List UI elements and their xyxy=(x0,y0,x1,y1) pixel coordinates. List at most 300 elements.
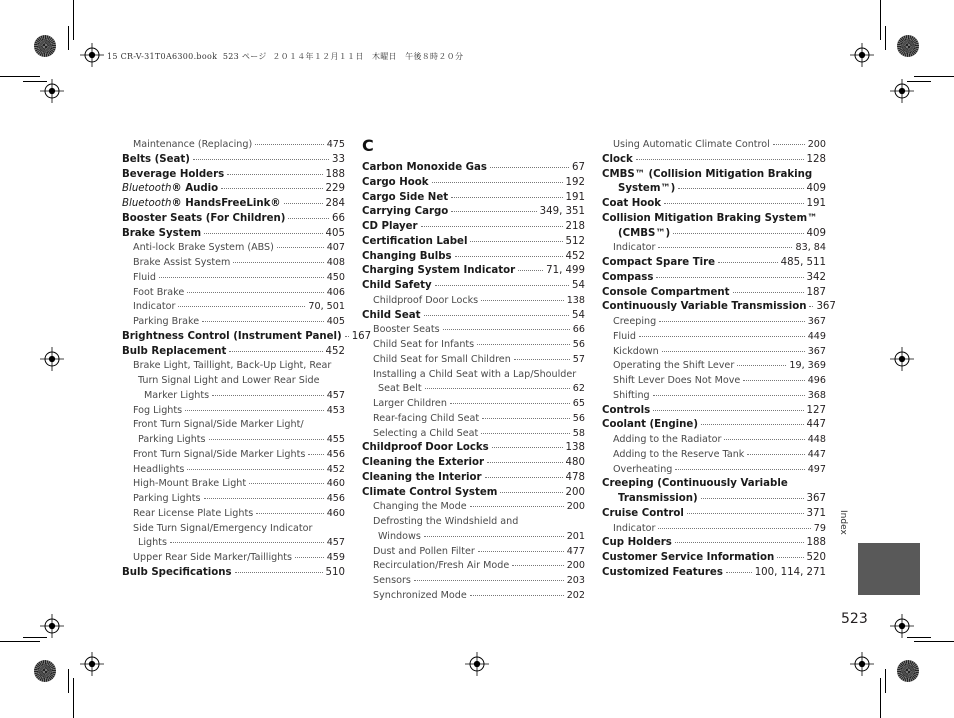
index-entry-label: Brake Light, Taillight, Back-Up Light, Rear xyxy=(133,360,332,372)
registration-mark-icon xyxy=(40,614,64,638)
index-entry-page-ref: 65 xyxy=(572,398,585,409)
index-entry xyxy=(362,264,585,279)
index-entry-label: Booster Seats xyxy=(373,324,440,336)
index-entry-page-ref: 371 xyxy=(806,507,826,519)
index-entry-label-italic: Bluetooth xyxy=(122,198,172,209)
index-entry xyxy=(122,566,345,581)
index-entry-label: Cruise Control xyxy=(602,507,684,519)
dot-leader xyxy=(187,291,323,293)
index-entry-page-ref: 405 xyxy=(325,227,345,239)
dot-leader xyxy=(435,284,569,286)
registration-mark-icon xyxy=(40,347,64,371)
index-entry-page-ref: 342 xyxy=(806,271,826,283)
index-subentry xyxy=(602,359,826,374)
dot-leader xyxy=(235,571,323,573)
dot-leader xyxy=(450,402,570,404)
registration-mark-icon xyxy=(40,79,64,103)
index-entry xyxy=(602,566,826,581)
index-entry xyxy=(362,176,585,191)
dot-leader xyxy=(724,438,804,440)
color-bar-circle-icon xyxy=(897,35,919,57)
dot-leader xyxy=(664,202,803,204)
index-entry-label: Shifting xyxy=(613,389,650,401)
crop-mark-line xyxy=(68,669,69,693)
index-entry-label: Adding to the Radiator xyxy=(613,434,722,445)
index-entry-page-ref: 367 xyxy=(806,493,826,504)
index-entry xyxy=(122,197,345,212)
index-entry-page-ref: 452 xyxy=(326,463,345,475)
index-subentry xyxy=(122,507,345,522)
dot-leader xyxy=(512,564,563,566)
dot-leader xyxy=(678,187,803,189)
index-entry-page-ref: 100, 114, 271 xyxy=(754,566,826,578)
index-entry-page-ref: 452 xyxy=(325,345,345,357)
index-entry-page-ref: 510 xyxy=(325,566,345,578)
index-entry-page-ref: 406 xyxy=(326,286,345,298)
crop-mark-line xyxy=(68,26,69,50)
index-entry-label: Synchronized Mode xyxy=(373,589,467,601)
index-entry-page-ref: 456 xyxy=(326,493,345,504)
index-subentry xyxy=(122,359,345,374)
dot-leader xyxy=(658,527,810,529)
dot-leader xyxy=(209,438,324,440)
index-entry-label: CMBS™ (Collision Mitigation Braking xyxy=(602,168,813,180)
index-entry xyxy=(602,153,826,168)
index-entry-label: Console Compartment xyxy=(602,286,730,298)
dot-leader xyxy=(718,261,778,263)
index-entry-label: Fluid xyxy=(613,330,637,342)
index-entry-label: Transmission) xyxy=(618,493,698,504)
index-entry-page-ref: 203 xyxy=(566,575,585,586)
index-entry-label: Brightness Control (Instrument Panel) xyxy=(122,330,342,342)
index-entry-page-ref: 475 xyxy=(326,139,345,150)
index-subentry xyxy=(602,330,826,345)
index-subentry xyxy=(602,492,826,507)
index-subentry xyxy=(602,241,826,256)
index-subentry xyxy=(602,463,826,478)
dot-leader xyxy=(687,512,804,514)
index-entry xyxy=(122,153,345,168)
index-entry-page-ref: 66 xyxy=(332,212,345,224)
index-entry-label: Marker Lights xyxy=(144,389,210,401)
index-thumb-label: Index xyxy=(838,510,848,535)
index-thumb-tab xyxy=(858,543,920,595)
index-entry-label: Belts (Seat) xyxy=(122,153,190,165)
index-entry-page-ref: 367 xyxy=(807,316,826,327)
dot-leader xyxy=(159,276,324,278)
dot-leader xyxy=(673,232,803,234)
index-entry-page-ref: 200 xyxy=(566,501,585,513)
index-entry-label: Adding to the Reserve Tank xyxy=(613,448,745,460)
index-entry-page-ref: 453 xyxy=(326,404,345,416)
dot-leader xyxy=(185,409,324,411)
index-entry-page-ref: 138 xyxy=(565,442,585,454)
index-entry-label: Creeping (Continuously Variable xyxy=(602,478,788,490)
dot-leader xyxy=(737,364,786,366)
index-entry-label: Customized Features xyxy=(602,566,723,578)
index-entry-label: Rear-facing Child Seat xyxy=(373,412,480,424)
index-entry-label: Side Turn Signal/Emergency Indicator xyxy=(133,522,313,534)
index-entry xyxy=(602,271,826,286)
index-entry-page-ref: 56 xyxy=(572,339,585,350)
index-entry-label: Operating the Shift Lever xyxy=(613,360,735,372)
dot-leader xyxy=(490,166,569,168)
index-subentry xyxy=(122,271,345,286)
index-entry-label: Compact Spare Tire xyxy=(602,257,716,268)
index-entry-page-ref: 138 xyxy=(566,294,585,306)
dot-leader xyxy=(255,143,323,145)
index-entry-page-ref: 19, 369 xyxy=(789,360,826,372)
page-number: 523 xyxy=(841,611,868,627)
index-subentry xyxy=(602,182,826,197)
dot-leader xyxy=(256,512,323,514)
index-subentry xyxy=(602,345,826,360)
index-entry-page-ref: 200 xyxy=(566,560,585,572)
index-entry-label: Indicator xyxy=(613,522,656,534)
index-entry-page-ref: 71, 499 xyxy=(546,265,585,277)
index-entry-page-ref: 191 xyxy=(806,198,826,209)
index-subentry xyxy=(362,515,585,530)
color-bar-circle-icon xyxy=(897,660,919,682)
index-subentry xyxy=(122,433,345,448)
index-entry xyxy=(362,471,585,486)
index-subentry xyxy=(602,433,826,448)
crop-mark-line xyxy=(23,637,47,638)
index-subentry xyxy=(122,536,345,551)
index-entry xyxy=(362,191,585,206)
dot-leader xyxy=(500,491,562,493)
dot-leader xyxy=(701,497,804,499)
index-entry-page-ref: 457 xyxy=(326,537,345,549)
index-entry xyxy=(602,300,836,315)
index-subentry xyxy=(122,256,345,271)
dot-leader xyxy=(478,550,564,552)
dot-leader xyxy=(345,335,349,337)
dot-leader xyxy=(432,181,563,183)
dot-leader xyxy=(743,379,804,381)
dot-leader xyxy=(421,225,563,227)
dot-leader xyxy=(514,358,570,360)
index-subentry xyxy=(122,492,345,507)
index-entry-page-ref: 409 xyxy=(806,227,826,239)
index-entry-page-ref: 56 xyxy=(572,412,585,424)
index-entry-label: Shift Lever Does Not Move xyxy=(613,375,741,386)
index-entry-page-ref: 460 xyxy=(326,478,345,490)
index-entry-label: Controls xyxy=(602,404,651,416)
index-entry-page-ref: 456 xyxy=(326,448,345,460)
index-entry xyxy=(362,250,585,265)
index-subentry xyxy=(122,477,345,492)
index-entry-label-italic: Bluetooth xyxy=(122,183,172,195)
index-subentry xyxy=(122,551,345,566)
index-entry-label: Maintenance (Replacing) xyxy=(133,139,253,150)
index-entry-label: Child Safety xyxy=(362,280,432,291)
index-entry xyxy=(362,456,585,471)
dot-leader xyxy=(204,232,322,234)
index-subentry xyxy=(362,338,585,353)
index-subentry xyxy=(602,448,826,463)
index-subentry xyxy=(122,138,345,153)
index-entry-label: Rear License Plate Lights xyxy=(133,507,254,519)
dot-leader xyxy=(424,535,564,537)
index-entry-label: Coolant (Engine) xyxy=(602,419,698,431)
index-entry-label: Customer Service Information xyxy=(602,552,775,563)
index-entry-label: Bulb Replacement xyxy=(122,345,227,357)
index-entry xyxy=(122,330,372,345)
index-entry xyxy=(602,551,826,566)
index-entry-page-ref: 459 xyxy=(326,552,345,563)
index-entry-page-ref: 67 xyxy=(572,162,585,173)
dot-leader xyxy=(636,158,804,160)
index-entry-page-ref: 447 xyxy=(807,448,826,460)
index-entry-page-ref: 188 xyxy=(325,168,345,180)
index-subentry xyxy=(362,530,585,545)
index-entry-label: Selecting a Child Seat xyxy=(373,427,479,439)
dot-leader xyxy=(675,541,804,543)
dot-leader xyxy=(701,423,804,425)
index-entry-page-ref: 58 xyxy=(572,427,585,439)
index-subentry xyxy=(122,418,345,433)
registration-mark-icon xyxy=(890,347,914,371)
index-entry-label: Front Turn Signal/Side Marker Lights xyxy=(133,448,306,460)
dot-leader xyxy=(193,158,329,160)
dot-leader xyxy=(249,482,324,484)
index-entry-label: Dust and Pollen Filter xyxy=(373,545,475,557)
dot-leader xyxy=(204,497,324,499)
index-entry-page-ref: 407 xyxy=(326,242,345,254)
index-entry-page-ref: 62 xyxy=(572,383,585,395)
index-entry-label: Child Seat xyxy=(362,309,421,321)
index-entry-page-ref: 54 xyxy=(572,309,585,321)
index-subentry xyxy=(122,522,345,537)
crop-mark-line xyxy=(73,678,74,718)
dot-leader xyxy=(487,461,563,463)
color-bar-circle-icon xyxy=(34,660,56,682)
index-entry-label: Recirculation/Fresh Air Mode xyxy=(373,560,510,572)
index-entry-page-ref: 450 xyxy=(326,271,345,283)
crop-mark-line xyxy=(880,678,881,718)
index-entry-page-ref: 127 xyxy=(806,404,826,416)
index-entry xyxy=(362,220,585,235)
dot-leader xyxy=(170,541,324,543)
index-entry xyxy=(602,212,826,227)
index-entry-page-ref: 480 xyxy=(565,457,585,468)
crop-mark-line xyxy=(73,0,74,40)
index-subentry xyxy=(602,138,826,153)
index-entry-label: Changing Bulbs xyxy=(362,250,452,262)
dot-leader xyxy=(470,240,562,242)
index-entry-label: Climate Control System xyxy=(362,486,498,498)
dot-leader xyxy=(425,387,570,389)
dot-leader xyxy=(477,343,570,345)
index-entry-page-ref: 218 xyxy=(565,221,585,232)
index-entry-label: Upper Rear Side Marker/Taillights xyxy=(133,552,293,563)
dot-leader xyxy=(733,291,804,293)
dot-leader xyxy=(451,196,562,198)
dot-leader xyxy=(777,556,803,558)
index-entry xyxy=(362,205,585,220)
index-entry xyxy=(122,168,345,183)
index-entry xyxy=(602,477,826,492)
registration-mark-icon xyxy=(465,652,489,676)
index-entry-page-ref: 191 xyxy=(565,191,585,203)
index-entry-label: Larger Children xyxy=(373,398,447,409)
index-entry-page-ref: 83, 84 xyxy=(795,242,826,254)
index-entry-label: Changing the Mode xyxy=(373,501,467,513)
index-entry-page-ref: 520 xyxy=(806,552,826,563)
index-entry xyxy=(602,418,826,433)
index-entry-label-rest: ® Audio xyxy=(171,183,219,195)
index-entry xyxy=(122,345,345,360)
index-entry-page-ref: 477 xyxy=(566,545,585,557)
index-entry-label: Cleaning the Exterior xyxy=(362,457,485,468)
index-entry-label-rest: ® HandsFreeLink® xyxy=(171,198,281,209)
index-subentry xyxy=(122,448,345,463)
dot-leader xyxy=(481,432,569,434)
dot-leader xyxy=(726,571,752,573)
index-column-2 xyxy=(362,161,585,604)
index-subentry xyxy=(122,241,345,256)
index-subentry xyxy=(122,374,345,389)
crop-mark-line xyxy=(885,26,886,50)
index-entry-label: Childproof Door Locks xyxy=(362,442,489,454)
index-entry xyxy=(362,235,585,250)
index-entry xyxy=(362,161,585,176)
index-entry-page-ref: 187 xyxy=(806,286,826,298)
index-subentry xyxy=(362,412,585,427)
index-entry-label: Overheating xyxy=(613,463,673,475)
index-subentry xyxy=(362,545,585,560)
index-entry-label: Front Turn Signal/Side Marker Light/ xyxy=(133,419,304,431)
index-entry-page-ref: 128 xyxy=(806,153,826,165)
registration-mark-icon xyxy=(890,79,914,103)
index-entry-page-ref: 192 xyxy=(565,176,585,188)
index-entry-page-ref: 200 xyxy=(565,486,585,498)
index-subentry xyxy=(122,315,345,330)
index-entry-label: Parking Lights xyxy=(138,434,206,445)
index-entry-page-ref: 33 xyxy=(332,153,345,165)
index-entry xyxy=(602,256,826,271)
dot-leader xyxy=(481,299,564,301)
registration-mark-icon xyxy=(80,43,104,67)
index-entry-page-ref: 497 xyxy=(807,463,826,475)
index-entry-label xyxy=(122,182,218,197)
dot-leader xyxy=(639,335,805,337)
index-entry-label: System™) xyxy=(618,183,676,195)
index-column-3 xyxy=(602,138,836,581)
index-entry-label: Cleaning the Interior xyxy=(362,471,482,483)
index-subentry xyxy=(122,286,345,301)
dot-leader xyxy=(451,210,536,212)
index-entry-page-ref: 512 xyxy=(565,235,585,247)
index-entry xyxy=(362,486,585,501)
crop-mark-line xyxy=(23,81,47,82)
index-entry xyxy=(602,286,826,301)
dot-leader xyxy=(492,446,563,448)
dot-leader xyxy=(187,468,323,470)
index-entry-label: Booster Seats (For Children) xyxy=(122,212,286,224)
index-column-1 xyxy=(122,138,372,581)
index-entry-page-ref: 368 xyxy=(807,389,826,401)
index-subentry xyxy=(362,368,585,383)
index-entry-page-ref: 188 xyxy=(806,537,826,549)
index-entry-label: Defrosting the Windshield and xyxy=(373,516,519,527)
index-subentry xyxy=(602,389,826,404)
index-subentry xyxy=(122,463,345,478)
index-subentry xyxy=(362,589,585,604)
index-entry-label: Beverage Holders xyxy=(122,168,225,180)
dot-leader xyxy=(653,409,803,411)
index-entry-label: Parking Brake xyxy=(133,316,200,327)
index-entry xyxy=(362,441,585,456)
crop-mark-line xyxy=(0,641,40,642)
index-entry-label: Sensors xyxy=(373,575,411,586)
index-entry-label: Brake Assist System xyxy=(133,257,231,268)
index-subentry xyxy=(362,323,585,338)
index-entry-label: Child Seat for Small Children xyxy=(373,353,511,365)
index-entry-label: High-Mount Brake Light xyxy=(133,478,247,490)
index-entry-page-ref: 349, 351 xyxy=(539,206,585,218)
crop-mark-line xyxy=(907,81,931,82)
index-entry-page-ref: 457 xyxy=(326,389,345,401)
index-entry-label xyxy=(122,197,281,212)
index-entry-page-ref: 478 xyxy=(565,471,585,483)
index-entry-page-ref: 202 xyxy=(566,589,585,601)
index-entry-page-ref: 66 xyxy=(572,324,585,336)
index-entry-label: Clock xyxy=(602,153,633,165)
dot-leader xyxy=(656,276,803,278)
index-entry-page-ref: 70, 501 xyxy=(308,301,345,313)
index-entry-page-ref: 455 xyxy=(326,434,345,445)
dot-leader xyxy=(455,255,563,257)
index-entry-label: Bulb Specifications xyxy=(122,566,232,578)
crop-mark-line xyxy=(907,637,931,638)
index-entry-label: Coat Hook xyxy=(602,198,662,209)
dot-leader xyxy=(470,505,564,507)
index-entry-label: Using Automatic Climate Control xyxy=(613,139,770,150)
dot-leader xyxy=(233,261,323,263)
index-entry-label: (CMBS™) xyxy=(618,227,671,239)
index-entry-label: Lights xyxy=(138,537,167,549)
index-entry-page-ref: 448 xyxy=(807,434,826,445)
dot-leader xyxy=(470,594,564,596)
crop-mark-line xyxy=(885,669,886,693)
index-entry-label: Certification Label xyxy=(362,235,468,247)
index-subentry xyxy=(122,389,345,404)
registration-mark-icon xyxy=(80,652,104,676)
dot-leader xyxy=(659,320,805,322)
index-entry-label: Turn Signal Light and Lower Rear Side xyxy=(138,375,320,386)
index-entry-page-ref: 452 xyxy=(565,250,585,262)
index-entry xyxy=(122,212,345,227)
index-entry-label: Child Seat for Infants xyxy=(373,339,475,350)
color-bar-circle-icon xyxy=(34,35,56,57)
index-entry xyxy=(122,182,345,197)
index-entry-label: Collision Mitigation Braking System™ xyxy=(602,212,818,224)
dot-leader xyxy=(773,143,805,145)
index-subentry xyxy=(362,294,585,309)
dot-leader xyxy=(485,476,563,478)
index-entry-page-ref: 54 xyxy=(572,280,585,291)
index-entry-page-ref: 408 xyxy=(326,257,345,268)
index-entry xyxy=(602,197,826,212)
index-subentry xyxy=(362,574,585,589)
dot-leader xyxy=(414,579,564,581)
index-entry xyxy=(362,309,585,324)
dot-leader xyxy=(675,468,804,470)
index-entry-page-ref: 496 xyxy=(807,375,826,386)
dot-leader xyxy=(747,453,804,455)
